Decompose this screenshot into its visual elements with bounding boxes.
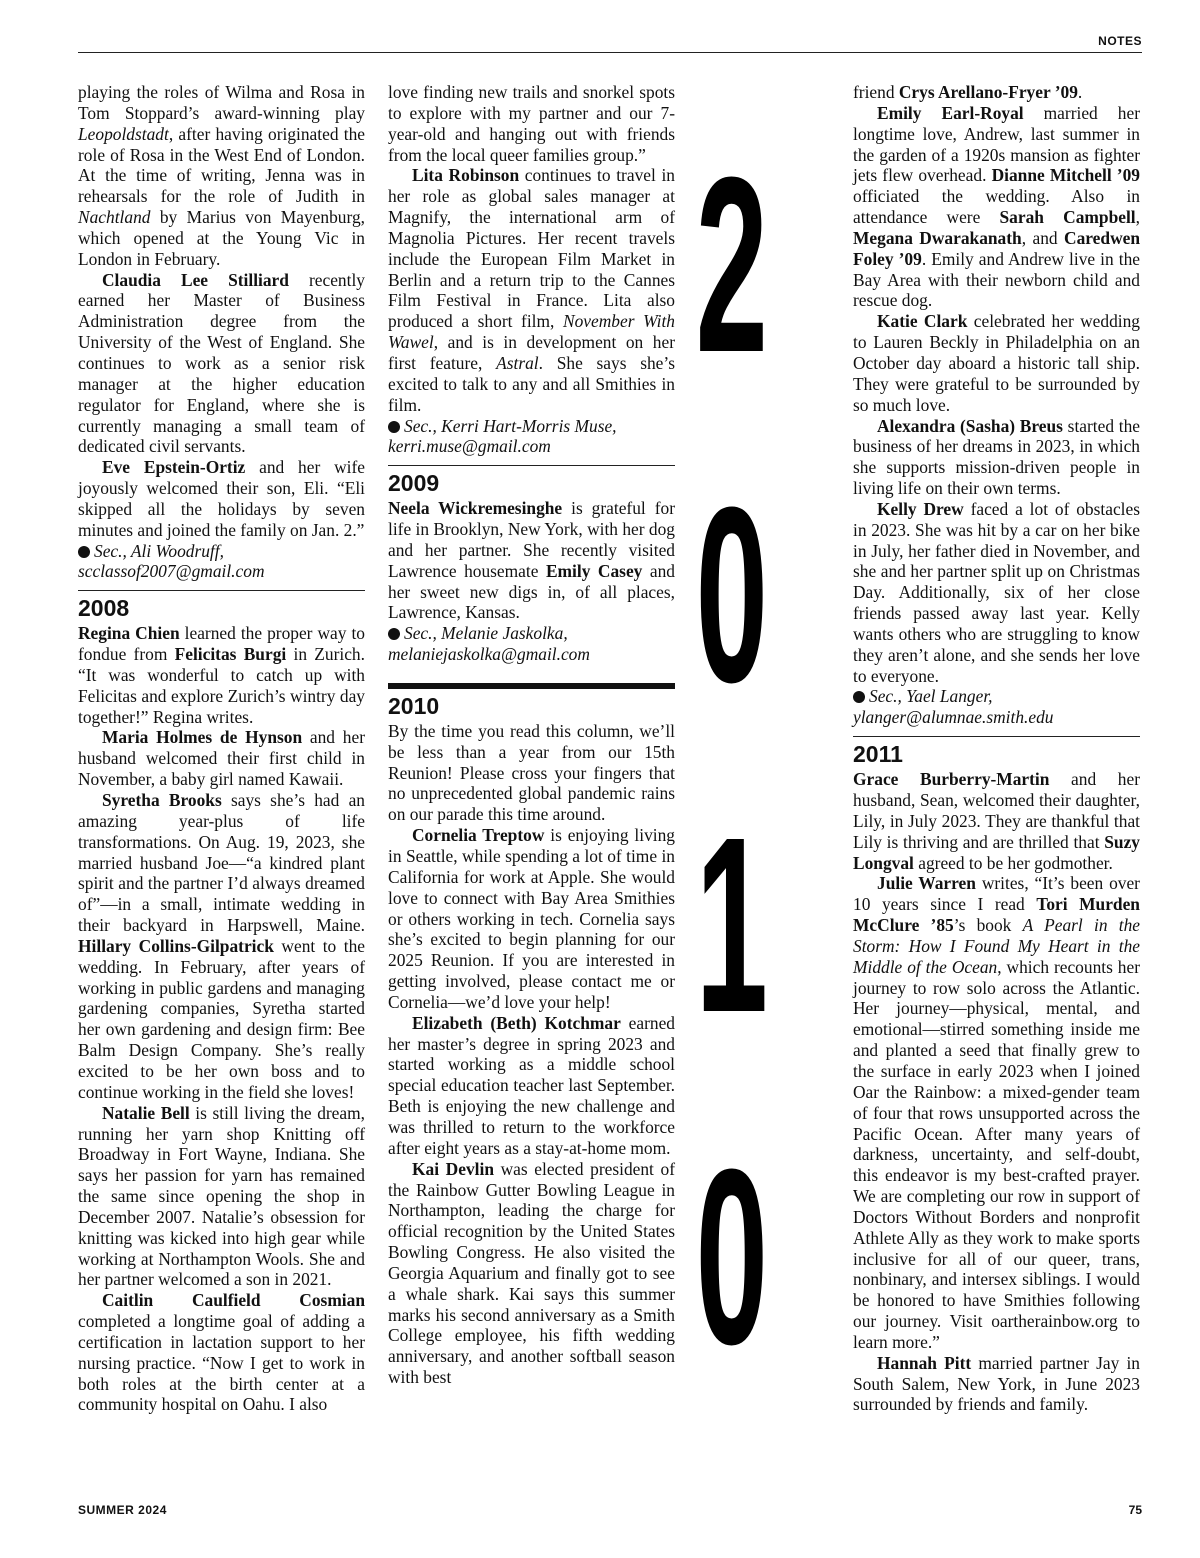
bullet-icon [78, 546, 90, 558]
year-heading-2008: 2008 [78, 590, 365, 621]
section-label: NOTES [1098, 34, 1142, 48]
secretary-line: Sec., Ali Woodruff, [78, 541, 365, 562]
paragraph: friend Crys Arellano-Fryer ’09. [853, 82, 1083, 102]
secretary-line: Sec., Kerri Hart-Morris Muse, [388, 416, 675, 437]
paragraph: Regina Chien learned the proper way to fondue from Felicitas Burgi in Zurich. “It was wonderful to catch up with Felicitas and explore Zurich’s wintry day together!” Regina writes. [78, 623, 365, 727]
paragraph: Eve Epstein-Ortiz and her wife joyously welcomed their son, Eli. “Eli skipped all the holidays by seven minutes and joined the family on Jan. 2.” [78, 457, 365, 540]
year-heading-2009: 2009 [388, 465, 675, 496]
paragraph: Katie Clark celebrated her wedding to Lauren Beckly in Philadelphia on an October day aboard a historic tall ship. They were grateful to be surrounded by so much love. [853, 311, 1140, 415]
paragraph: Elizabeth (Beth) Kotchmar earned her master’s degree in spring 2023 and started working as a middle school special education teacher last September. Beth is enjoying the new challenge and was thrilled to return to the workforce after eight years as a stay-at-home mom. [388, 1012, 675, 1158]
secretary-line: Sec., Melanie Jaskolka, [388, 623, 675, 644]
page-number: 75 [1128, 1503, 1142, 1517]
paragraph: Maria Holmes de Hynson and her husband welcomed their first child in November, a baby girl named Kawaii. [78, 727, 365, 790]
header-rule [78, 52, 1142, 53]
big-digit: 1 [695, 785, 768, 1064]
secretary-line: Sec., Yael Langer, [853, 686, 1140, 707]
paragraph: love finding new trails and snorkel spots to explore with my partner and our 7-year-old and hanging out with friends from the local queer families group.” [388, 82, 675, 165]
secretary-email[interactable]: ylanger@alumnae.smith.edu [853, 707, 1054, 728]
bullet-icon [388, 628, 400, 640]
secretary-email[interactable]: scclassof2007@gmail.com [78, 561, 265, 582]
paragraph: Lita Robinson continues to travel in her role as global sales manager at Magnify, the international arm of Magnolia Pictures. Her recent travels include the European Film Market in Berlin and a return trip to the Cannes Film Festival in France. Lita also produced a short film, November With Wawel, and is in development on her first feature, Astral. She says she’s excited to talk to any and all Smithies in film. [388, 165, 675, 415]
paragraph: Emily Earl-Royal married her longtime love, Andrew, last summer in the garden of a 1920s mansion as fighter jets flew overhead. Dianne Mitchell ’09 officiated the wedding. Also in attendance were Sarah Campbell, Megana Dwarakanath, and Caredwen Foley ’09. Emily and Andrew live in the Bay Area with their newborn child and rescue dog. [853, 102, 1141, 311]
paragraph: Hannah Pitt married partner Jay in South Salem, New York, in June 2023 surrounded by friends and family. [853, 1352, 1140, 1415]
secretary-email[interactable]: melaniejaskolka@gmail.com [388, 644, 590, 665]
big-year-numeral [685, 82, 847, 1450]
paragraph: Claudia Lee Stilliard recently earned her Master of Business Administration degree from the University of the West of England. She continues to work as a senior risk manager at the higher education regulator for England, where she is currently managing a small team of dedicated civil servants. [78, 269, 365, 457]
year-heading-2010: 2010 [388, 683, 675, 719]
paragraph: Natalie Bell is still living the dream, running her yarn shop Knitting off Broadway in Fort Wayne, Indiana. She says her passion for yarn has remained the same since opening the shop in December 2007. Natalie’s obsession for knitting was kicked into high gear while working at Northampton Wools. She and her partner welcomed a son in 2021. [78, 1102, 365, 1290]
paragraph: By the time you read this column, we’ll be less than a year from our 15th Reunion! Please cross your fingers that no unprecedented global pandemic rains on our parade this time around. [388, 720, 675, 825]
paragraph: Syretha Brooks says she’s had an amazing year-plus of life transformations. On Aug. 19, 2023, she married husband Joe—“a kindred plant spirit and the partner I’d always dreamed of”—in a small, intimate wedding in their backyard in Harpswell, Maine. Hillary Collins-Gilpatrick went to the wedding. In February, after years of working in public gardens and managing gardening companies, Syretha started her own gardening and design firm: Bee Balm Design Company. She’s really excited to be her own boss and to continue working in the field she loves! [78, 790, 365, 1102]
paragraph: Cornelia Treptow is enjoying living in Seattle, while spending a lot of time in California for work at Apple. She would love to connect with Bay Area Smithies or others working in tech. Cornelia says she’s excited to begin planning for our 2025 Reunion. If you are interested in getting involved, please contact me or Cornelia—we’d love your help! [388, 825, 675, 1012]
paragraph: Kelly Drew faced a lot of obstacles in 2023. She was hit by a car on her bike in July, her father died in November, and she and her partner split up on Christmas Day. Additionally, six of her close friends passed away last year. Kelly wants others who are struggling to know they aren’t alone, and she sends her love to everyone. [853, 498, 1140, 686]
issue-label: SUMMER 2024 [78, 1503, 167, 1517]
column-1 [78, 82, 365, 1415]
column-2 [388, 82, 675, 1388]
paragraph: playing the roles of Wilma and Rosa in Tom Stoppard’s award-winning play Leopoldstadt, after having originated the role of Rosa in the West End of London. At the time of writing, Jenna was in rehearsals for the role of Judith in Nachtland by Marius von Mayenburg, which opened at the Young Vic in London in February. [78, 82, 365, 269]
bullet-icon [388, 421, 400, 433]
big-digit: 0 [695, 455, 768, 734]
paragraph: Grace Burberry-Martin and her husband, Sean, welcomed their daughter, Lily, in July 2023. They are thankful that Lily is thriving and are thrilled that Suzy Longval agreed to be her godmother. [853, 769, 1140, 873]
paragraph: Alexandra (Sasha) Breus started the business of her dreams in 2023, in which she supports mission-driven people in living life on their own terms. [853, 415, 1140, 499]
bullet-icon [853, 691, 865, 703]
big-digit: 0 [695, 1117, 768, 1396]
paragraph: Kai Devlin was elected president of the Rainbow Gutter Bowling League in Northampton, leading the charge for official recognition by the United States Bowling Congress. He also visited the Georgia Aquarium and finally got to see a whale shark. Kai says this summer marks his second anniversary as a Smith College employee, his fifth wedding anniversary, and another softball season with best [388, 1158, 676, 1388]
year-heading-2011: 2011 [853, 736, 1140, 767]
paragraph: Neela Wickremesinghe is grateful for life in Brooklyn, New York, with her dog and her partner. She recently visited Lawrence housemate Emily Casey and her sweet new digs in, of all places, Lawrence, Kansas. [388, 498, 675, 623]
secretary-email[interactable]: kerri.muse@gmail.com [388, 436, 551, 457]
big-digit: 2 [695, 125, 768, 404]
paragraph: Caitlin Caulfield Cosmian completed a longtime goal of adding a certification in lactation support to her nursing practice. “Now I get to work in both roles at the birth center at a community hospital on Oahu. I also [78, 1290, 365, 1415]
column-3 [853, 82, 1140, 1415]
paragraph: Julie Warren writes, “It’s been over 10 years since I read Tori Murden McClure ’85’s book A Pearl in the Storm: How I Found My Heart in the Middle of the Ocean, which recounts her journey to row solo across the Atlantic. Her journey—physical, mental, and emotional—stirred something inside me and planted a seed that finally grew to the surface in early 2023 when I joined Oar the Rainbow: a mixed-gender team of four that rows unsupported across the Pacific Ocean. After many years of darkness, uncertainty, and self-doubt, this endeavor is my best-crafted prayer. We are completing our row in support of Doctors Without Borders and nonprofit Athlete Ally as they work to make sports inclusive for all of our queer, trans, nonbinary, and intersex siblings. I would be honored to have Smithies following our journey. Visit oartherainbow.org to learn more.” [853, 873, 1141, 1352]
